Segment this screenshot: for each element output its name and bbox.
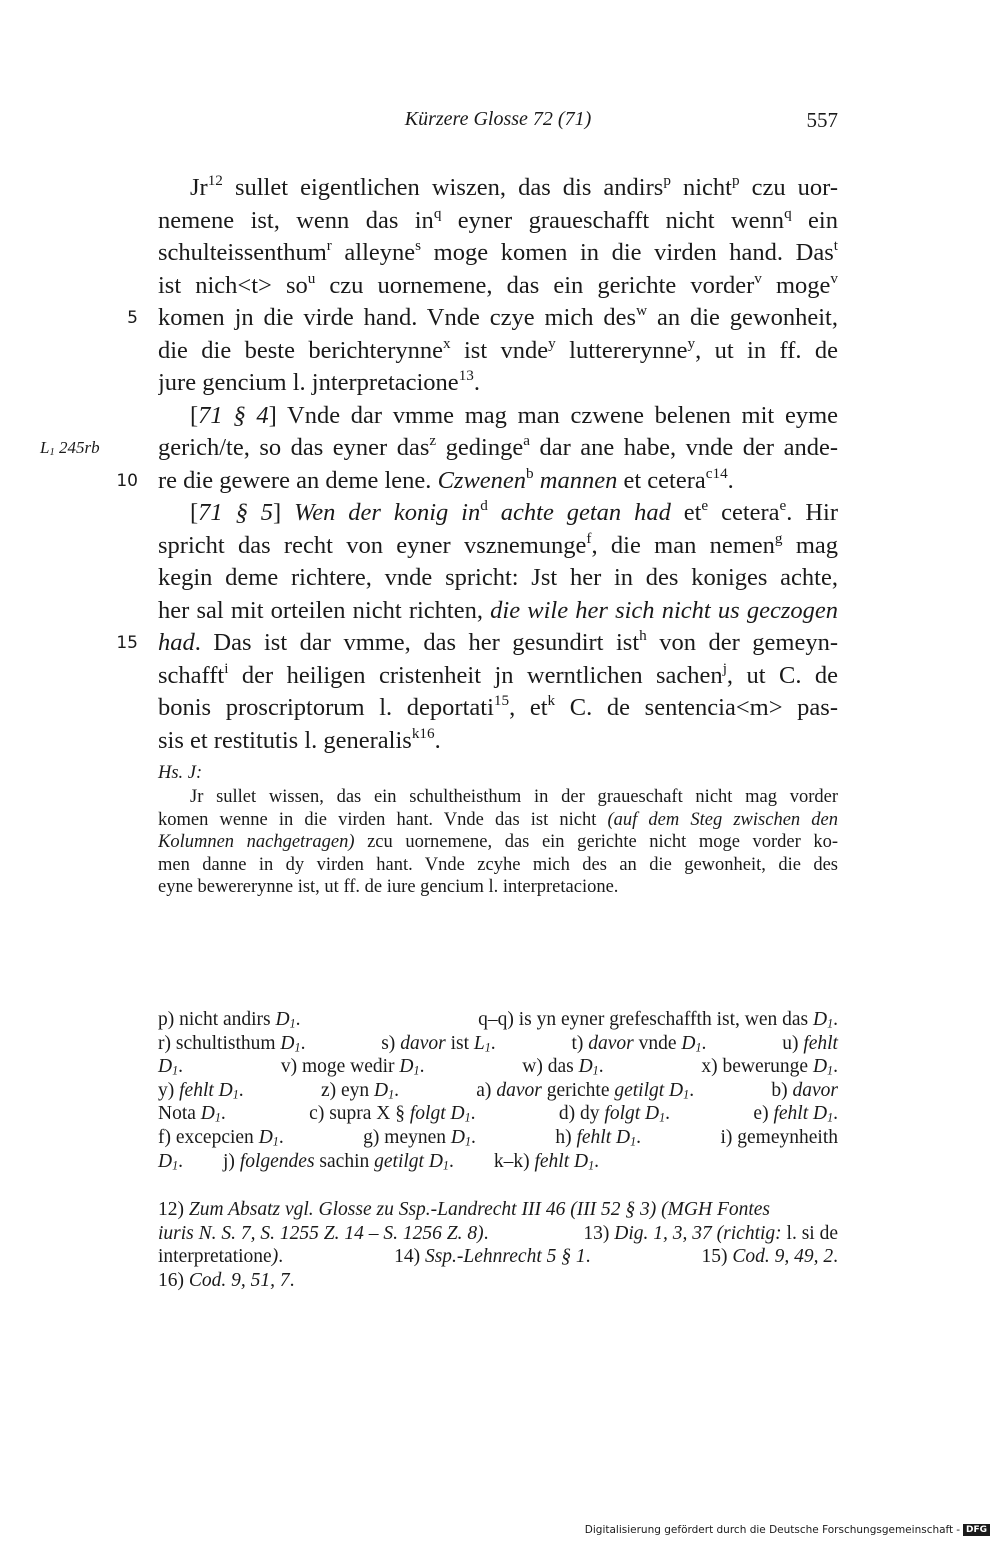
text-line: men danne in dy virden hant. Vnde zcyhe mich des an die gewonheit, die des — [158, 854, 838, 875]
text-line: her sal mit orteilen nicht richten, die wile her sich nicht us geczogen — [158, 596, 838, 624]
footnote-row: iuris N. S. 7, S. 1255 Z. 14 – S. 1256 Z. 8). 13) Dig. 1, 3, 37 (richtig: l. si de — [158, 1222, 838, 1244]
text-line: Kolumnen nachgetragen) zcu uornemene, das ein gerichte nicht moge vorder ko- — [158, 832, 838, 853]
main-text — [40, 172, 838, 757]
text-line: ist nich<t> $so^u$ czu uornemene, das ein gerichte vorder$^v$ moge$^v$ — [158, 269, 838, 299]
manuscript-variant — [158, 762, 838, 898]
footnote-row: 16) Cod. 9, 51, 7. — [158, 1269, 295, 1291]
apparatus-row: $D_1$. j) folgendes sachin getilgt $D_1$. k–k) fehlt $D_1$. — [158, 1150, 600, 1172]
hs-label: Hs. J: — [158, 763, 203, 783]
text-line: schulteissenthum$^r$ alleyne$^s$ moge komen in die virden hand. Das$^t$ — [158, 237, 838, 266]
page-header — [158, 108, 838, 138]
footnotes — [158, 1198, 838, 1292]
variant-readings — [158, 1008, 838, 1173]
dfg-footer: Digitalisierung gefördert durch die Deutsche Forschungsgemeinschaft - DFG — [585, 1524, 990, 1536]
text-line: [71 § 4] Vnde dar vmme mag man czwene belenen mit eyme — [190, 401, 838, 429]
text-line: jure gencium l. jnterpretacione$^{13}$. — [158, 367, 480, 396]
apparatus-row: $D_1$. v) moge wedir $D_1$. w) das $D_1$. x) bewerunge $D_1$. — [158, 1056, 838, 1078]
margin-note: $L_1$ 245rb — [40, 438, 100, 459]
text-line: spricht das recht von eyner vsznemunge$^f$, die man nemen$^g$ mag — [158, 529, 838, 559]
text-line: komen wenne in die virden hant. Vnde das ist nicht (auf dem Steg zwischen den — [158, 809, 838, 830]
line-number: 10 — [116, 470, 138, 491]
text-line: kegin deme richtere, vnde spricht: Jst her in des koniges achte, — [158, 564, 838, 591]
apparatus-row: Nota $D_1$. c) supra X § folgt $D_1$. d) dy folgt $D_1$. e) fehlt $D_1$. — [158, 1103, 838, 1125]
running-title: Kürzere Glosse 72 (71) — [404, 108, 592, 130]
text-line: 10 re die gewere an deme lene. Czwenen$^b$ mannen et cetera$^{c14}$. — [158, 465, 838, 498]
text-line: die die beste berichterynne$^x$ ist vnde$^y$ luttererynne$^y$, ut in ff. de — [158, 334, 838, 364]
text-line: bonis proscriptorum l. deportati$^{15}$, $et^k$ C. de sentencia<m> pas- — [158, 692, 838, 721]
page-number: 557 — [806, 108, 838, 132]
apparatus-row: f) excepcien $D_1$. g) meynen $D_1$. h) fehlt $D_1$. i) gemeynheith — [158, 1126, 838, 1149]
footer-credit: Digitalisierung gefördert durch die Deutsche Forschungsgemeinschaft — [584, 1524, 954, 1536]
footnote-row: interpretatione). 14) Ssp.-Lehnrecht 5 § 1. 15) Cod. 9, 49, 2. — [158, 1246, 838, 1268]
text-line: sis et restitutis l. generalis$^{k16}$. — [158, 724, 441, 754]
apparatus-row: r) schultisthum $D_1$. s) davor ist $L_1$. t) davor vnde $D_1$. u) fehlt — [158, 1032, 838, 1054]
apparatus-row: p) nicht andirs $D_1$. q–q) is yn eyner grefeschaffth ist, wen das $D_1$. — [158, 1009, 838, 1031]
text-line: 5 komen jn die virde hand. Vnde czye mich des$^w$ an die gewonheit, — [158, 302, 838, 335]
footnote-row: 12) Zum Absatz vgl. Glosse zu Ssp.-Landrecht III 46 (III 52 § 3) (MGH Fontes — [158, 1199, 771, 1220]
line-number: 5 — [127, 308, 138, 328]
text-line: schafft$^i$ der heiligen cristenheit jn werntlichen sachen$^j$, ut C. de — [158, 659, 838, 689]
text-line: 15 had. Das ist dar vmme, das her gesundirt ist$^h$ von der gemeyn- — [158, 627, 838, 660]
line-number: 15 — [116, 633, 138, 653]
apparatus-row: y) fehlt $D_1$. z) eyn $D_1$. a) davor gerichte getilgt $D_1$. b) davor — [158, 1079, 838, 1102]
dfg-logo: DFG — [963, 1524, 990, 1536]
text-line: [71 § 5] Wen der konig $in^d$ achte getan had $et^e$ cetera$^e$. Hir — [190, 497, 838, 526]
text-line: Jr$^{12}$ sullet eigentlichen wiszen, das dis andirs$^p$ nicht$^p$ czu uor- — [190, 172, 838, 201]
text-line: nemene ist, wenn das $in^q$ eyner graueschafft nicht wenn$^q$ ein — [158, 204, 838, 234]
text-line: eyne bewererynne ist, ut ff. de iure gencium l. interpretacione. — [158, 876, 619, 897]
text-line: Jr sullet wissen, das ein schultheisthum in der graueschaft nicht mag vorder — [190, 787, 838, 808]
text-line: $L_1$ 245rb gerich/te, so das eyner das$^z$ gedinge$^a$ dar ane habe, vnde der ande- — [158, 432, 838, 465]
